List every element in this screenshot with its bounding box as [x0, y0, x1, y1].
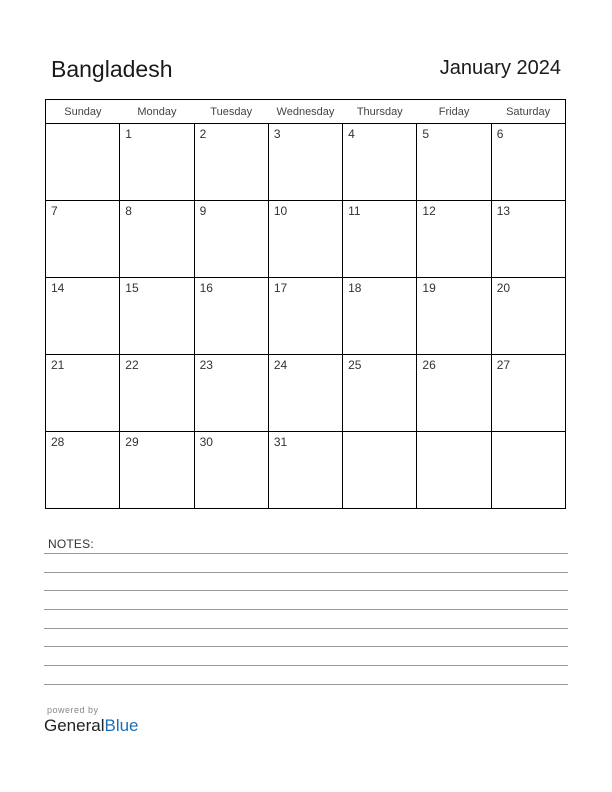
day-cell [194, 355, 268, 432]
weekday-saturday: Saturday [491, 100, 565, 124]
day-number [417, 432, 490, 435]
brand-logo[interactable] [44, 716, 139, 736]
day-number: 18 [348, 281, 362, 295]
day-cell [194, 278, 268, 355]
day-cell [343, 278, 417, 355]
day-number [492, 432, 565, 435]
brand-general: General [44, 716, 105, 735]
country-title: Bangladesh [51, 56, 173, 82]
day-cell [46, 201, 120, 278]
day-number: 13 [496, 204, 511, 218]
day-number: 15 [125, 281, 139, 295]
day-cell [268, 201, 342, 278]
note-line [44, 609, 568, 610]
day-cell [343, 432, 417, 509]
day-cell [268, 124, 342, 201]
day-cell [417, 432, 491, 509]
day-cell [120, 201, 194, 278]
weekday-wednesday: Wednesday [268, 100, 342, 124]
day-number: 6 [496, 127, 504, 141]
note-line [44, 590, 568, 591]
day-cell [120, 432, 194, 509]
note-line [44, 553, 568, 554]
day-cell [46, 278, 120, 355]
day-cell [46, 355, 120, 432]
day-cell [268, 355, 342, 432]
day-number: 22 [125, 358, 139, 372]
day-cell [343, 201, 417, 278]
weekday-monday: Monday [120, 100, 194, 124]
note-line [44, 665, 568, 666]
day-cell [120, 355, 194, 432]
powered-by-text: powered by [47, 705, 99, 715]
day-cell [491, 432, 565, 509]
weekday-sunday: Sunday [46, 100, 120, 124]
weekday-tuesday: Tuesday [194, 100, 268, 124]
note-line [44, 684, 568, 685]
week-row [46, 355, 566, 432]
day-cell [343, 355, 417, 432]
week-row [46, 124, 566, 201]
day-number: 16 [199, 281, 213, 295]
week-row [46, 432, 566, 509]
day-cell [194, 432, 268, 509]
day-number: 1 [125, 127, 132, 141]
day-number: 9 [199, 204, 207, 218]
notes-label: NOTES: [48, 537, 94, 551]
day-number: 8 [125, 204, 132, 218]
day-cell [120, 124, 194, 201]
day-number: 7 [51, 204, 58, 218]
weekday-friday: Friday [417, 100, 491, 124]
day-number: 5 [422, 127, 430, 141]
day-number: 28 [51, 435, 65, 449]
day-cell [268, 278, 342, 355]
day-number: 19 [422, 281, 436, 295]
day-number: 4 [348, 127, 355, 141]
day-number: 20 [496, 281, 511, 295]
note-line [44, 646, 568, 647]
day-cell [417, 201, 491, 278]
note-line [44, 628, 568, 629]
note-line [44, 572, 568, 573]
day-cell [491, 355, 565, 432]
weekday-thursday: Thursday [343, 100, 417, 124]
day-number: 29 [125, 435, 139, 449]
day-cell [120, 278, 194, 355]
day-number: 2 [199, 127, 207, 141]
day-number: 3 [273, 127, 281, 141]
day-cell [417, 278, 491, 355]
month-year-title: January 2024 [439, 57, 561, 79]
day-cell [491, 201, 565, 278]
day-number: 14 [51, 281, 65, 295]
day-number: 25 [348, 358, 362, 372]
day-number: 17 [273, 281, 288, 295]
day-cell [46, 432, 120, 509]
day-number: 30 [199, 435, 213, 449]
day-cell [194, 124, 268, 201]
day-number: 12 [422, 204, 436, 218]
day-number: 21 [51, 358, 65, 372]
day-cell [417, 124, 491, 201]
day-cell [491, 124, 565, 201]
day-cell [268, 432, 342, 509]
week-row [46, 278, 566, 355]
day-cell [343, 124, 417, 201]
day-number: 10 [273, 204, 288, 218]
day-number: 23 [199, 358, 213, 372]
day-number: 26 [422, 358, 436, 372]
day-cell [417, 355, 491, 432]
weekday-header-row [46, 100, 566, 124]
calendar-grid [45, 99, 566, 509]
day-number [46, 124, 119, 127]
day-cell [194, 201, 268, 278]
day-number: 27 [496, 358, 511, 372]
day-cell [46, 124, 120, 201]
brand-blue: Blue [104, 716, 139, 735]
day-number [343, 432, 416, 435]
day-number: 31 [273, 435, 288, 449]
day-number: 11 [348, 204, 361, 218]
day-cell [491, 278, 565, 355]
day-number: 24 [273, 358, 288, 372]
week-row [46, 201, 566, 278]
